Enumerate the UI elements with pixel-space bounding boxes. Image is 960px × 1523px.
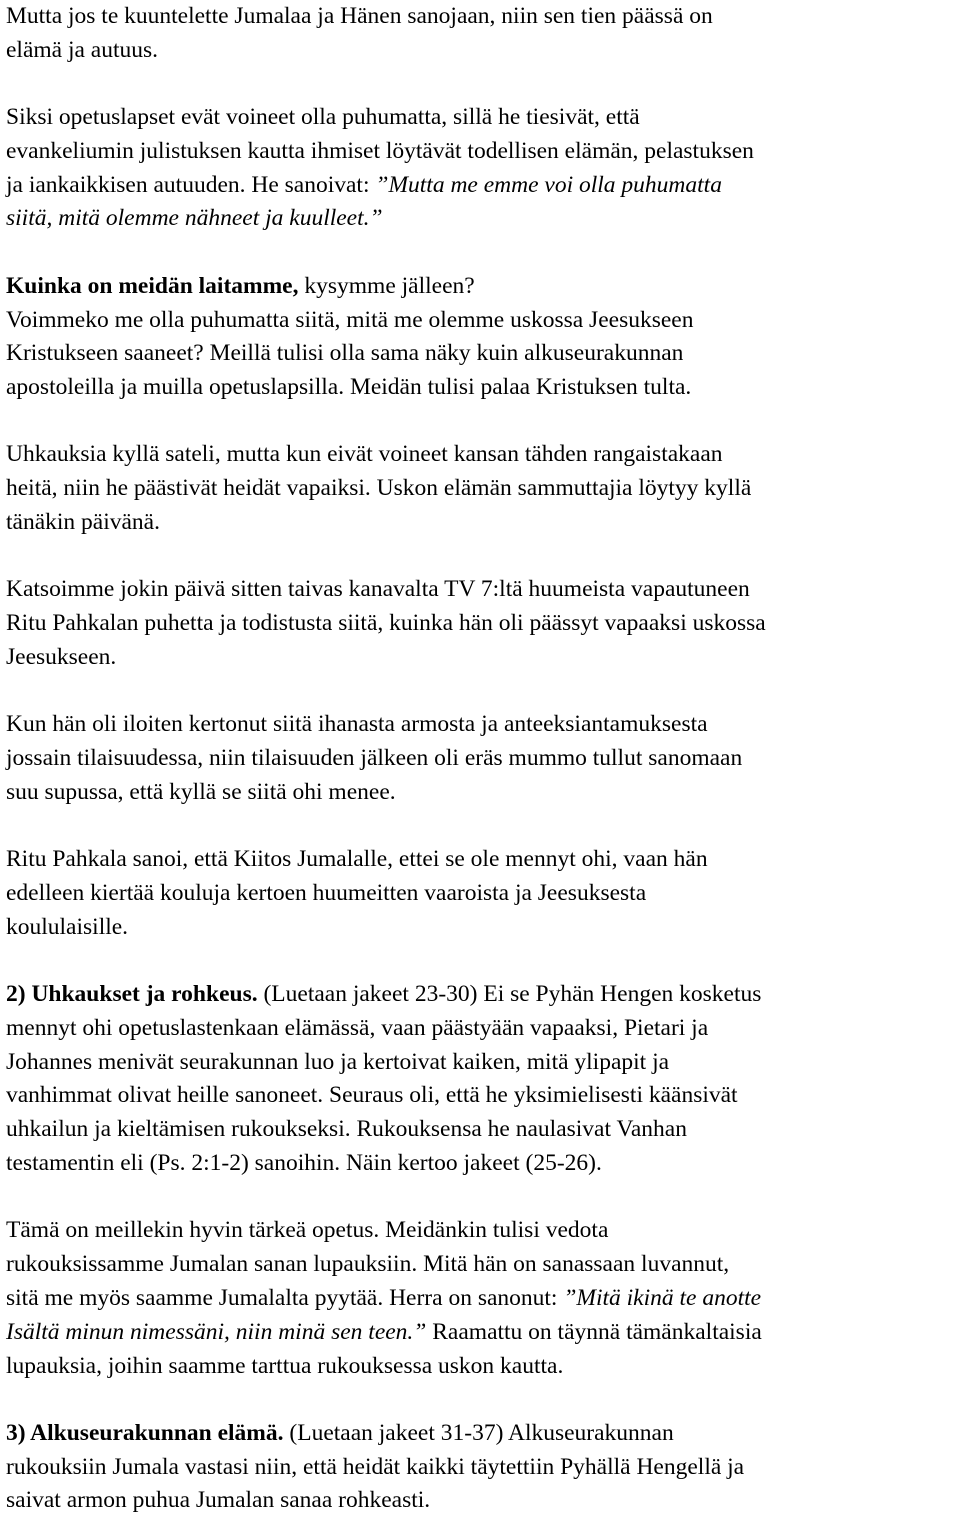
text-line: [6, 169, 960, 203]
text-line: [6, 1147, 960, 1181]
italic-quote-text: ”Mutta me emme voi olla puhumatta: [375, 171, 722, 198]
paragraph-gap: [6, 675, 960, 709]
text-line: [6, 135, 960, 169]
body-text: rukouksissamme Jumalan sanan lupauksiin. Mitä hän on sanassaan luvannut,: [6, 1251, 730, 1278]
body-text: elämä ja autuus.: [6, 36, 159, 63]
text-line: [6, 1113, 960, 1147]
text-line: [6, 34, 960, 68]
body-text: Mutta jos te kuuntelette Jumalaa ja Hänen sanojaan, niin sen tien päässä on: [6, 3, 713, 29]
body-text: testamentin eli (Ps. 2:1-2) sanoihin. Näin kertoo jakeet (25-26).: [6, 1150, 602, 1177]
paragraph: [6, 708, 960, 809]
text-line: [6, 1046, 960, 1080]
text-line: [6, 1248, 960, 1282]
text-line: [6, 1214, 960, 1248]
paragraph: [6, 1214, 960, 1383]
paragraph-gap: [6, 1383, 960, 1417]
paragraph: [6, 101, 960, 236]
body-text: saivat armon puhua Jumalan sanaa rohkeasti.: [6, 1487, 431, 1514]
body-text: Ritu Pahkala sanoi, että Kiitos Jumalalle, ettei se ole mennyt ohi, vaan hän: [6, 846, 708, 873]
body-text: edelleen kiertää kouluja kertoen huumeitten vaaroista ja Jeesuksesta: [6, 879, 647, 906]
text-line: [6, 1079, 960, 1113]
text-line: [6, 202, 960, 236]
text-line: [6, 742, 960, 776]
paragraph-gap: [6, 236, 960, 270]
text-line: [6, 776, 960, 810]
paragraph: [6, 438, 960, 539]
text-line: [6, 1451, 960, 1485]
body-text: sitä me myös saamme Jumalalta pyytää. Herra on sanonut:: [6, 1284, 564, 1311]
paragraph: [6, 573, 960, 674]
bold-heading-text: 2) Uhkaukset ja rohkeus.: [6, 981, 258, 1008]
text-line: [6, 304, 960, 338]
paragraph-gap: [6, 1181, 960, 1215]
text-line: [6, 438, 960, 472]
body-text: Voimmeko me olla puhumatta siitä, mitä me olemme uskossa Jeesukseen: [6, 306, 694, 333]
body-text: Katsoimme jokin päivä sitten taivas kanavalta TV 7:ltä huumeista vapautuneen: [6, 576, 750, 603]
paragraph-gap: [6, 405, 960, 439]
body-text: Jeesukseen.: [6, 643, 117, 670]
paragraph-gap: [6, 945, 960, 979]
text-line: [6, 573, 960, 607]
bold-heading-text: Kuinka on meidän laitamme,: [6, 272, 299, 299]
body-text: Ritu Pahkalan puhetta ja todistusta siitä, kuinka hän oli päässyt vapaaksi uskossa: [6, 610, 766, 637]
paragraph-gap: [6, 810, 960, 844]
body-text: (Luetaan jakeet 23-30) Ei se Pyhän Hengen kosketus: [257, 981, 762, 1008]
body-text: evankeliumin julistuksen kautta ihmiset löytävät todellisen elämän, pelastuksen: [6, 137, 754, 164]
text-line: [6, 978, 960, 1012]
paragraph: [6, 0, 960, 68]
text-line: [6, 708, 960, 742]
text-line: [6, 1417, 960, 1451]
bold-heading-text: 3) Alkuseurakunnan elämä.: [6, 1419, 284, 1446]
italic-quote-text: ”Mitä ikinä te anotte: [563, 1284, 762, 1311]
body-text: koululaisille.: [6, 913, 129, 940]
body-text: heitä, niin he päästivät heidät vapaiksi. Uskon elämän sammuttajia löytyy kyllä: [6, 475, 752, 502]
paragraph: [6, 843, 960, 944]
text-line: [6, 877, 960, 911]
body-text: Kun hän oli iloiten kertonut siitä ihanasta armosta ja anteeksiantamuksesta: [6, 711, 708, 738]
text-line: [6, 911, 960, 945]
paragraph-gap: [6, 540, 960, 574]
paragraph-gap: [6, 68, 960, 102]
body-text: Johannes menivät seurakunnan luo ja kertoivat kaiken, mitä ylipapit ja: [6, 1048, 670, 1075]
paragraph: [6, 270, 960, 405]
text-line: [6, 843, 960, 877]
text-line: [6, 101, 960, 135]
text-line: [6, 371, 960, 405]
body-text: mennyt ohi opetuslastenkaan elämässä, vaan päästyään vapaaksi, Pietari ja: [6, 1014, 709, 1041]
body-text: rukouksiin Jumala vastasi niin, että heidät kaikki täytettiin Pyhällä Hengellä ja: [6, 1453, 745, 1480]
text-line: [6, 270, 960, 304]
body-text: tänäkin päivänä.: [6, 509, 160, 536]
body-text: ja iankaikkisen autuuden. He sanoivat:: [6, 171, 376, 198]
body-text: jossain tilaisuudessa, niin tilaisuuden jälkeen oli eräs mummo tullut sanomaan: [6, 745, 743, 772]
paragraph: [6, 978, 960, 1181]
body-text: Kristukseen saaneet? Meillä tulisi olla sama näky kuin alkuseurakunnan: [6, 340, 684, 367]
body-text: vanhimmat olivat heille sanoneet. Seuraus oli, että he yksimielisesti käänsivät: [6, 1082, 738, 1109]
text-line: [6, 337, 960, 371]
text-line: [6, 1012, 960, 1046]
text-line: [6, 607, 960, 641]
italic-quote-text: Isältä minun nimessäni, niin minä sen teen.”: [6, 1318, 427, 1345]
body-text: suu supussa, että kyllä se siitä ohi menee.: [6, 778, 396, 805]
body-text: (Luetaan jakeet 31-37) Alkuseurakunnan: [283, 1419, 674, 1446]
text-line: [6, 1282, 960, 1316]
text-line: [6, 1316, 960, 1350]
text-line: [6, 1484, 960, 1518]
body-text: Tämä on meillekin hyvin tärkeä opetus. Meidänkin tulisi vedota: [6, 1217, 609, 1244]
body-text: kysymme jälleen?: [298, 272, 475, 299]
body-text: uhkailun ja kieltämisen rukoukseksi. Rukouksensa he naulasivat Vanhan: [6, 1116, 687, 1143]
text-line: [6, 472, 960, 506]
body-text: Raamattu on täynnä tämänkaltaisia: [426, 1318, 762, 1345]
body-text: Uhkauksia kyllä sateli, mutta kun eivät voineet kansan tähden rangaistakaan: [6, 441, 723, 468]
text-line: [6, 1350, 960, 1384]
paragraph: [6, 1417, 960, 1518]
body-text: apostoleilla ja muilla opetuslapsilla. Meidän tulisi palaa Kristuksen tulta.: [6, 374, 692, 401]
body-text: Siksi opetuslapset evät voineet olla puhumatta, sillä he tiesivät, että: [6, 104, 640, 131]
italic-quote-text: siitä, mitä olemme nähneet ja kuulleet.”: [6, 205, 383, 232]
text-line: [6, 641, 960, 675]
text-line: [6, 506, 960, 540]
body-text: lupauksia, joihin saamme tarttua rukouksessa uskon kautta.: [6, 1352, 564, 1379]
text-line: [6, 0, 960, 34]
